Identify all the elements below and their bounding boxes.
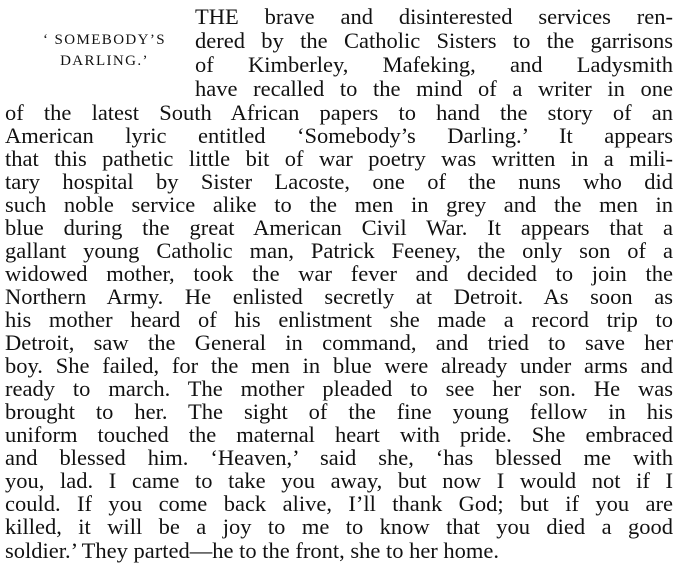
text-line: you, lad. I came to take you away, but now I would not if I <box>5 468 673 493</box>
text-line: of the latest South African papers to hand the story of an <box>5 100 673 125</box>
text-line: boy. She failed, for the men in blue were already under arms and <box>5 353 673 378</box>
text-line: and blessed him. ‘Heaven,’ said she, ‘has blessed me with <box>5 445 673 470</box>
text-line: gallant young Catholic man, Patrick Feeney, the only son of a <box>5 238 673 263</box>
text-line: THE brave and disinterested services ren- <box>195 4 673 29</box>
text-line: soldier.’ They parted—he to the front, she to her home. <box>5 538 500 563</box>
text-line: Detroit, saw the General in command, and tried to save her <box>5 330 673 355</box>
text-line: American lyric entitled ‘Somebody’s Darling.’ It appears <box>5 123 673 148</box>
text-line: could. If you come back alive, I’ll thank God; but if you are <box>5 491 673 516</box>
text-line: blue during the great American Civil War. It appears that a <box>5 215 673 240</box>
text-line: ready to march. The mother pleaded to see her son. He was <box>5 376 673 401</box>
margin-heading <box>22 30 187 72</box>
text-line: have recalled to the mind of a writer in one <box>195 76 673 101</box>
text-line: such noble service alike to the men in grey and the men in <box>5 192 673 217</box>
text-line: uniform touched the maternal heart with pride. She embraced <box>5 422 673 447</box>
text-line: brought to her. The sight of the fine young fellow in his <box>5 399 673 424</box>
text-line: of Kimberley, Mafeking, and Ladysmith <box>195 52 673 77</box>
text-line: tary hospital by Sister Lacoste, one of the nuns who did <box>5 169 673 194</box>
text-line: widowed mother, took the war fever and decided to join the <box>5 261 673 286</box>
text-line: killed, it will be a joy to me to know that you died a good <box>5 514 673 539</box>
text-line: that this pathetic little bit of war poetry was written in a mili- <box>5 146 673 171</box>
text-line: Northern Army. He enlisted secretly at Detroit. As soon as <box>5 284 673 309</box>
text-line: dered by the Catholic Sisters to the garrisons <box>195 28 673 53</box>
text-line: his mother heard of his enlistment she made a record trip to <box>5 307 673 332</box>
margin-heading-line-1: ‘ SOMEBODY’S <box>42 32 167 48</box>
margin-heading-line-2: DARLING.’ <box>60 53 149 69</box>
